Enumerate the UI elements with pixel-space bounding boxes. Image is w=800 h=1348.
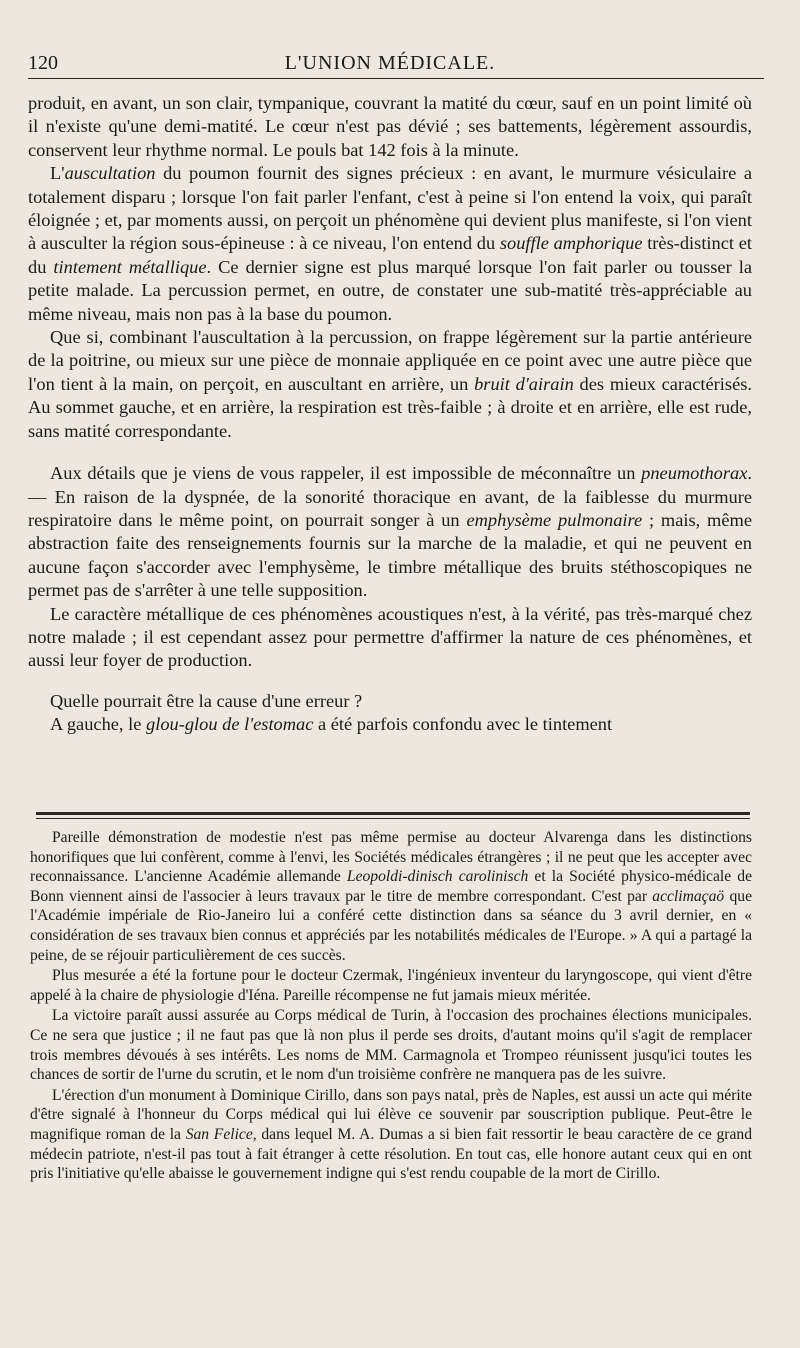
italic-term: Leopoldi-dinisch carolinisch bbox=[346, 868, 529, 886]
italic-term: pneumothorax bbox=[641, 463, 748, 484]
paragraph bbox=[28, 713, 752, 736]
text-run: produit, en avant, un son clair, tympanique, couvrant la matité du cœur, sauf en un point limité où il n'existe qu'une demi-matité. Le cœur n'est pas dévié ; ses battements, légèrement assourdis, conservent leur rhythme normal. Le pouls bat 142 fois à la minute. bbox=[28, 93, 752, 160]
text-run: Que si, combinant l'auscultation à la percussion, on frappe légèrement sur la partie antérieure de la poitrine, ou mieux sur une pièce de monnaie appliquée en ce point avec une autre pièce que l'on tient à la main, on perçoit, en auscultant en arrière, un bbox=[28, 327, 752, 394]
page-number: 120 bbox=[28, 52, 58, 74]
text-run: Plus mesurée a été la fortune pour le docteur Czermak, l'ingénieux inventeur du laryngoscope, qui vient d'être appelé à la chaire de physiologie d'Iéna. Pareille récompense ne fut jamais mieux méritée. bbox=[30, 967, 752, 1004]
page-header bbox=[28, 42, 752, 82]
footnote-block bbox=[30, 828, 752, 1185]
text-run: Le caractère métallique de ces phénomènes acoustiques n'est, à la vérité, pas très-marqué chez notre malade ; il est cependant assez pour permettre d'affirmer la nature de ces phénomènes, et aussi leur foyer de production. bbox=[28, 603, 752, 671]
paragraph bbox=[28, 603, 752, 673]
paragraph bbox=[28, 92, 752, 162]
footnote-paragraph bbox=[30, 828, 752, 965]
text-run: Pareille démonstration de modestie n'est pas même permise au docteur Alvarenga dans les distinctions honorifiques que lui confèrent, comme à l'envi, les Sociétés médicales étrangères ; il ne peut que les accepter avec reconnaissance. L'ancienne Académie allemande bbox=[30, 829, 752, 886]
italic-term: bruit d'airain bbox=[474, 373, 574, 394]
italic-term: tintement métallique bbox=[53, 256, 207, 277]
italic-term: San Felice bbox=[185, 1125, 253, 1143]
running-title: L'UNION MÉDICALE. bbox=[284, 52, 496, 74]
text-run: et la Société physico-médicale de Bonn viennent ainsi de l'associer à leurs travaux par le titre de membre correspondant. C'est par bbox=[30, 868, 752, 905]
text-run: Aux détails que je viens de vous rappeler, il est impossible de méconnaître un bbox=[50, 463, 642, 484]
text-run: du poumon fournit des signes précieux : en avant, le murmure vésiculaire a totalement disparu ; lorsque l'on fait parler l'enfant, c'est à peine si l'on entend la voix, qui paraît éloignée ; et, par moments aussi, on perçoit un phénomène qui devient plus manifeste, si l'on vient à ausculter la région sous-épineuse : à ce niveau, l'on entend du bbox=[28, 163, 752, 254]
paragraph bbox=[28, 326, 752, 443]
text-run: a été parfois confondu avec le tintement bbox=[313, 714, 613, 735]
footnote-separator-thin bbox=[36, 818, 750, 819]
italic-term: auscultation bbox=[64, 163, 156, 184]
italic-term: acclimaçaö bbox=[652, 887, 725, 905]
text-run: La victoire paraît aussi assurée au Corps médical de Turin, à l'occasion des prochaines élections municipales. Ce ne sera que justice ; il ne faut pas que là non plus il perde ses droits, d'autant moins qu'il s'agit de remplacer trois membres dévoués à ses intérêts. Les noms de MM. Carmagnola et Trompeo réunissent jusqu'ici toutes les chances de sortir de l'urne du scrutin, et le nom d'un troisième confrère ne manquera pas de les suivre. bbox=[30, 1007, 752, 1084]
footnote-paragraph bbox=[30, 1086, 752, 1184]
header-rule bbox=[28, 78, 764, 79]
paragraph bbox=[28, 162, 752, 326]
main-text bbox=[28, 92, 752, 737]
italic-term: souffle amphorique bbox=[499, 233, 643, 254]
text-run: L'érection d'un monument à Dominique Cirillo, dans son pays natal, près de Naples, est aussi un acte qui mérite d'être signalé à l'honneur du Corps médical qui lui élève ce souvenir par souscription publique. Peut-être le magnifique roman de la bbox=[30, 1086, 752, 1143]
text-run: , dans lequel M. A. Dumas a si bien fait ressortir le beau caractère de ce grand médecin patriote, n'est-il pas tout à fait étranger à cette résolution. En tout cas, elle honore autant ceux qui en ont pris l'initiative qu'elle abaisse le gouvernement indigne qui s'est rendu coupable de la mort de Cirillo. bbox=[30, 1125, 753, 1183]
text-run: ; mais, même abstraction faite des renseignements fournis sur la marche de la maladie, et qui ne peuvent en aucune façon s'accorder avec l'emphysème, le timbre métallique des bruits stéthoscopiques ne permet pas de s'arrêter à une telle supposition. bbox=[28, 509, 752, 601]
text-run: A gauche, le bbox=[50, 714, 147, 735]
text-run: . — En raison de la dyspnée, de la sonorité thoracique en avant, de la faiblesse du murmure respiratoire dans le même point, on pourrait songer à un bbox=[28, 463, 752, 530]
footnote-separator-thick bbox=[36, 812, 750, 815]
text-run: Quelle pourrait être la cause d'une erreur ? bbox=[50, 690, 363, 711]
paragraph bbox=[28, 462, 752, 602]
italic-term: glou-glou de l'estomac bbox=[146, 714, 314, 735]
text-run: très-distinct et du bbox=[28, 233, 752, 277]
paragraph bbox=[28, 690, 752, 713]
italic-term: emphysème pulmonaire bbox=[466, 509, 643, 530]
text-run: L' bbox=[50, 163, 65, 184]
footnote-paragraph bbox=[30, 1006, 752, 1084]
text-run: que l'Académie impériale de Rio-Janeiro lui a conféré cette distinction dans sa séance du 3 avril dernier, en « considération de ses travaux bien connus et appréciés par les notabilités médicales de l'Europe. » A qui a partagé la peine, de se réjouir particulièrement de ces succès. bbox=[30, 887, 752, 964]
text-run: des mieux caractérisés. Au sommet gauche, et en arrière, la respiration est très-faible ; à droite et en arrière, elle est rude, sans matité correspondante. bbox=[28, 373, 752, 441]
footnote-paragraph bbox=[30, 966, 752, 1005]
text-run: . Ce dernier signe est plus marqué lorsque l'on fait parler ou tousser la petite malade. La percussion permet, en outre, de constater une sub-matité très-appréciable au même niveau, mais non pas à la base du poumon. bbox=[28, 256, 752, 324]
